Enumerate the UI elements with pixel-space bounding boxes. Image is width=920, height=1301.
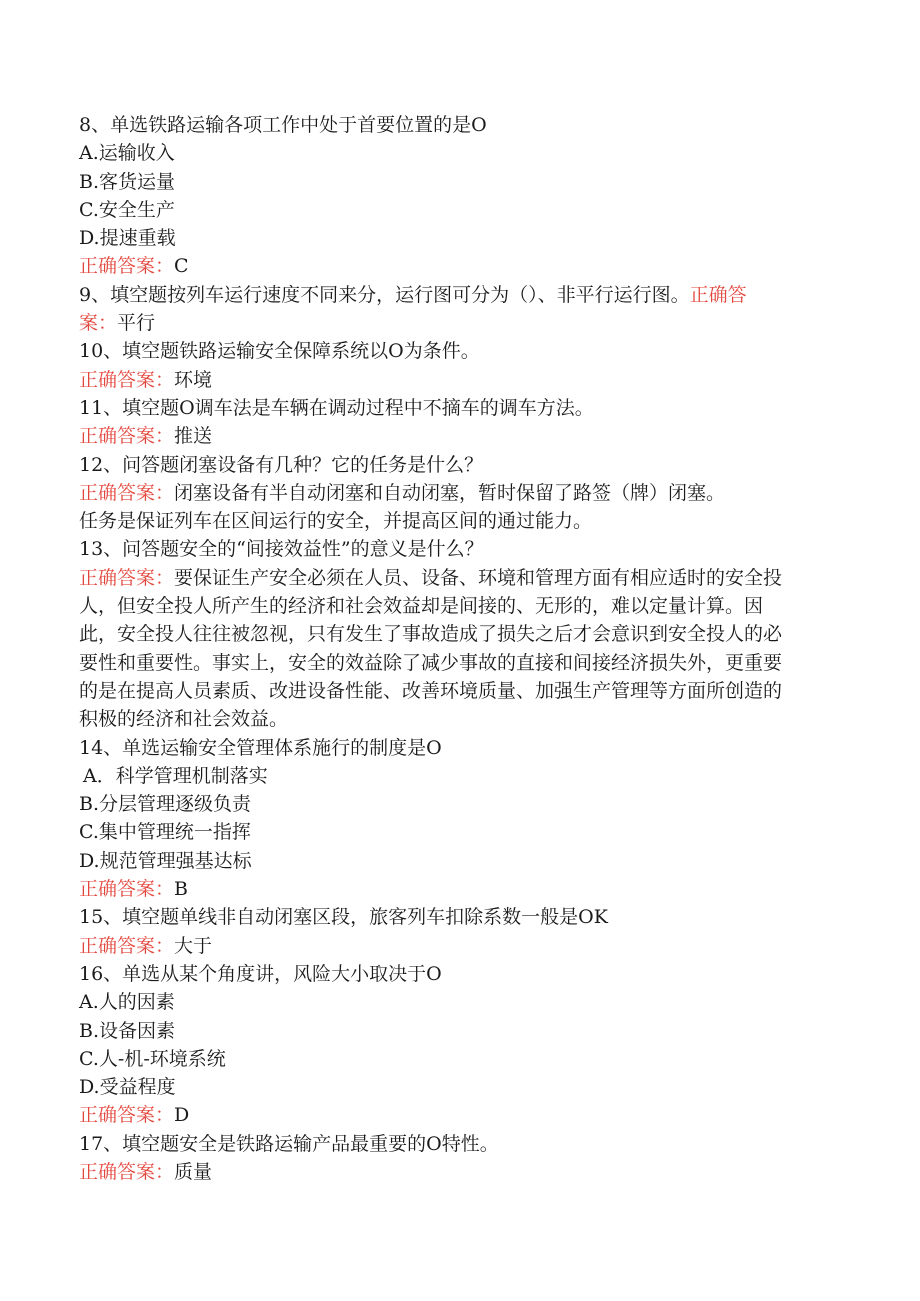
answer-value: 闭塞设备有半自动闭塞和自动闭塞，暂时保留了路签（牌）闭塞。: [174, 481, 726, 504]
option-c: C.集中管理统一指挥: [79, 821, 251, 844]
option-d: D.提速重载: [79, 227, 176, 250]
option-a: A．科学管理机制落实: [83, 764, 268, 787]
question-11: [79, 394, 831, 451]
question-stem: 12、问答题闭塞设备有几种？它的任务是什么？: [79, 453, 484, 476]
answer-value: C: [174, 255, 189, 278]
option-a: A.运输收入: [79, 142, 175, 165]
answer-label: 正确答案：: [79, 425, 175, 448]
answer-label: 正确答案：: [79, 1104, 175, 1127]
question-stem: 17、填空题安全是铁路运输产品最重要的O特性。: [79, 1132, 499, 1155]
answer-continuation: 人，但安全投人所产生的经济和社会效益却是间接的、无形的，难以定量计算。因: [79, 595, 764, 618]
answer-continuation: 要性和重要性。事实上，安全的效益除了减少事故的直接和间接经济损失外，更重要: [79, 651, 783, 674]
question-stem: 11、填空题O调车法是车辆在调动过程中不摘车的调车方法。: [79, 396, 594, 419]
question-stem: 13、问答题安全的“间接效益性”的意义是什么？: [79, 538, 484, 561]
answer-value: B: [174, 878, 188, 901]
answer-continuation: 此，安全投人往往被忽视，只有发生了事故造成了损失之后才会意识到安全投人的必: [79, 623, 783, 646]
answer-line: [79, 252, 831, 280]
question-17: [79, 1130, 831, 1187]
question-9: [79, 281, 831, 338]
question-stem: 8、单选铁路运输各项工作中处于首要位置的是O: [79, 114, 487, 136]
answer-label-part2: 案：: [79, 312, 118, 335]
question-15: [79, 903, 831, 960]
option-d: D.受益程度: [79, 1076, 176, 1099]
answer-label: 正确答案：: [79, 255, 175, 278]
answer-value: D: [174, 1104, 190, 1127]
question-13: [79, 535, 831, 733]
answer-line: [79, 479, 831, 507]
answer-label: 正确答案：: [79, 481, 175, 504]
answer-value: 质量: [174, 1160, 213, 1183]
answer-line: [79, 366, 831, 394]
question-stem: 10、填空题铁路运输安全保障系统以O为条件。: [79, 340, 480, 363]
answer-line: [79, 1101, 831, 1129]
answer-line: [79, 932, 831, 960]
answer-line: [79, 422, 831, 450]
question-stem: 9、填空题按列车运行速度不同来分，运行图可分为（）、非平行运行图。: [79, 283, 690, 306]
option-d: D.规范管理强基达标: [79, 849, 252, 872]
answer-continuation: 任务是保证列车在区间运行的安全，并提高区间的通过能力。: [79, 510, 593, 533]
answer-line: [79, 564, 831, 592]
question-10: [79, 337, 831, 394]
answer-value: 要保证生产安全必须在人员、设备、环境和管理方面有相应适时的安全投: [174, 566, 783, 589]
option-c: C.安全生产: [79, 198, 175, 221]
answer-line: [79, 309, 831, 337]
answer-value: 大于: [174, 934, 213, 957]
answer-label: 正确答案：: [79, 1160, 175, 1183]
answer-line: [79, 1158, 831, 1186]
answer-continuation: 的是在提高人员素质、改进设备性能、改善环境质量、加强生产管理等方面所创造的: [79, 679, 783, 702]
question-14: [79, 734, 831, 904]
answer-label: 正确答案：: [79, 368, 175, 391]
option-b: B.分层管理逐级负责: [79, 793, 252, 816]
answer-line: [79, 875, 831, 903]
answer-label: 正确答案：: [79, 934, 175, 957]
answer-value: 平行: [117, 312, 156, 335]
answer-label-part1: 正确答: [689, 283, 747, 306]
answer-label: 正确答案：: [79, 878, 175, 901]
option-b: B.设备因素: [79, 1019, 176, 1042]
question-12: [79, 451, 831, 536]
answer-label: 正确答案：: [79, 566, 175, 589]
answer-value: 环境: [174, 368, 213, 391]
option-a: A.人的因素: [79, 991, 175, 1014]
question-16: [79, 960, 831, 1130]
question-stem: 15、填空题单线非自动闭塞区段，旅客列车扣除系数一般是OK: [79, 906, 608, 929]
question-stem-line: [79, 281, 831, 309]
answer-continuation: 积极的经济和社会效益。: [79, 708, 289, 731]
question-8: [79, 111, 831, 281]
option-c: C.人-机-环境系统: [79, 1047, 226, 1070]
question-stem: 14、单选运输安全管理体系施行的制度是O: [79, 736, 442, 759]
question-stem: 16、单选从某个角度讲，风险大小取决于O: [79, 962, 442, 985]
option-b: B.客货运量: [79, 170, 176, 193]
answer-value: 推送: [174, 425, 213, 448]
document-page: [79, 111, 831, 1186]
